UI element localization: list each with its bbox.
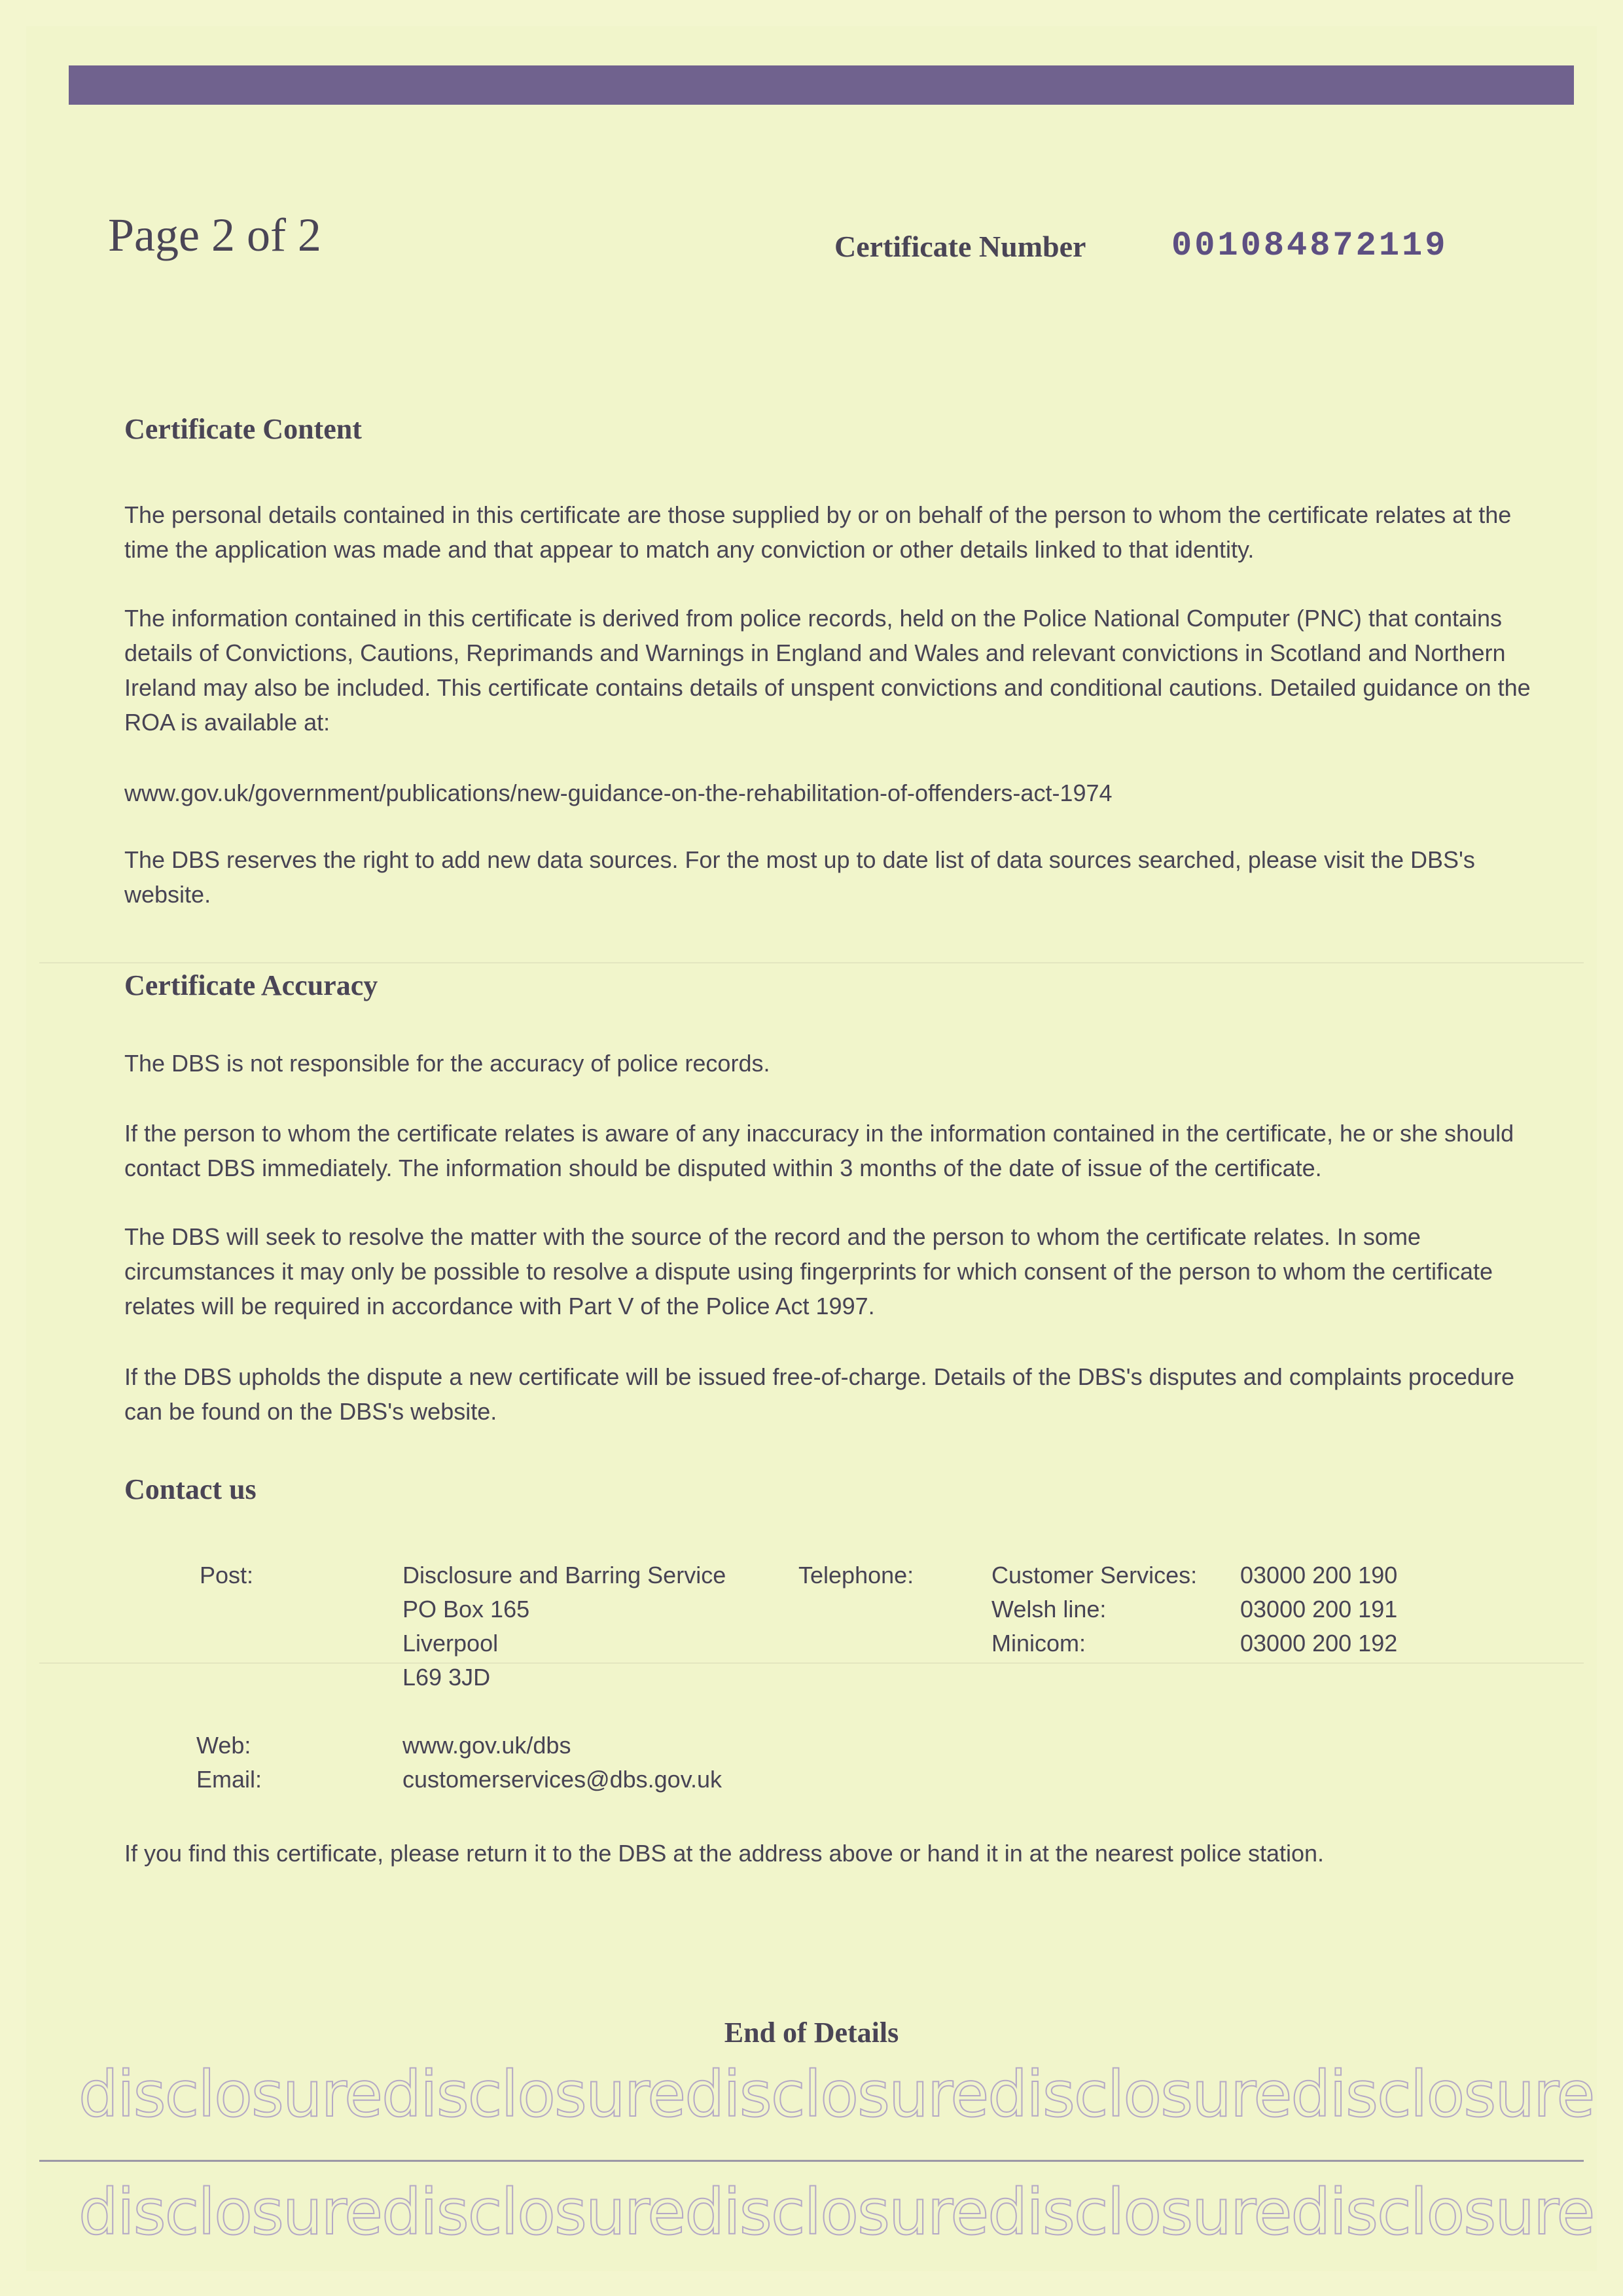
end-of-details: End of Details [724, 2017, 899, 2049]
disclosure-watermark: disclosure [79, 2176, 382, 2249]
certificate-number: 001084872119 [1171, 226, 1448, 265]
certificate-accuracy-heading: Certificate Accuracy [124, 969, 378, 1001]
certificate-content-heading: Certificate Content [124, 413, 362, 445]
email-address: customerservices@dbs.gov.uk [402, 1766, 722, 1793]
disclosure-watermark: disclosure [382, 2176, 685, 2249]
roa-guidance-link: www.gov.uk/government/publications/new-guidance-on-the-rehabilitation-of-offenders-act-1974 [124, 780, 1113, 806]
post-address-line: L69 3JD [402, 1664, 491, 1691]
content-paragraph: The information contained in this certificate is derived from police records, held on the Police National Computer (PNC) that contains details of Convictions, Cautions, Reprimands and Warnings in England and Wales and relevant convictions in Scotland and Northern Ireland may also be included. This certificate contains details of unspent convictions and conditional cautions. Detailed guidance on the ROA is available at: [124, 605, 1531, 736]
watermark-row-bottom [79, 2173, 1594, 2251]
accuracy-paragraph: If the DBS upholds the dispute a new certificate will be issued free-of-charge. Details of the DBS's disputes and complaints procedure can be found on the DBS's website. [124, 1363, 1514, 1425]
telephone-label: Telephone: [798, 1562, 914, 1588]
disclosure-watermark: disclosure [685, 2176, 988, 2249]
background-line [39, 1662, 1584, 1664]
accuracy-paragraph: The DBS will seek to resolve the matter with the source of the record and the person to whom the certificate relates. In some circumstances it may only be possible to resolve a dispute using fingerprints for which consent of the person to whom the certificate relates will be required in accordance with Part V of the Police Act 1997. [124, 1223, 1493, 1319]
background-line [39, 962, 1584, 963]
disclosure-watermark: disclosure [382, 2058, 685, 2131]
web-address: www.gov.uk/dbs [402, 1732, 571, 1759]
return-note: If you find this certificate, please return it to the DBS at the address above or hand it in at the nearest police station. [124, 1840, 1325, 1867]
disclosure-watermark: disclosure [1291, 2058, 1594, 2131]
phone-number: 03000 200 192 [1240, 1630, 1398, 1657]
content-paragraph: The DBS reserves the right to add new data sources. For the most up to date list of data sources searched, please visit the DBS's website. [124, 846, 1475, 908]
watermark-row-top [79, 2055, 1594, 2134]
phone-line-label: Minicom: [991, 1630, 1086, 1657]
post-address-line: Disclosure and Barring Service [402, 1562, 726, 1588]
disclosure-watermark: disclosure [1291, 2176, 1594, 2249]
phone-line-label: Welsh line: [991, 1596, 1107, 1623]
disclosure-watermark: disclosure [988, 2058, 1291, 2131]
post-address-line: Liverpool [402, 1630, 499, 1657]
page-number: Page 2 of 2 [108, 209, 321, 261]
email-label: Email: [196, 1766, 262, 1793]
phone-line-label: Customer Services: [991, 1562, 1198, 1588]
footer-divider [39, 2160, 1584, 2162]
post-address-line: PO Box 165 [402, 1596, 530, 1623]
disclosure-watermark: disclosure [988, 2176, 1291, 2249]
contact-heading: Contact us [124, 1473, 257, 1505]
content-paragraph: The personal details contained in this certificate are those supplied by or on behalf of the person to whom the certificate relates at the time the application was made and that appear to match any conviction or other details linked to that identity. [124, 501, 1512, 563]
header-bar [69, 65, 1574, 105]
accuracy-paragraph: The DBS is not responsible for the accuracy of police records. [124, 1050, 770, 1077]
disclosure-watermark: disclosure [685, 2058, 988, 2131]
phone-number: 03000 200 190 [1240, 1562, 1398, 1588]
disclosure-watermark: disclosure [79, 2058, 382, 2131]
phone-number: 03000 200 191 [1240, 1596, 1398, 1623]
web-label: Web: [196, 1732, 251, 1759]
accuracy-paragraph: If the person to whom the certificate relates is aware of any inaccuracy in the information contained in the certificate, he or she should contact DBS immediately. The information should be disputed within 3 months of the date of issue of the certificate. [124, 1120, 1514, 1181]
certificate-number-label: Certificate Number [834, 230, 1086, 263]
post-label: Post: [200, 1562, 254, 1588]
